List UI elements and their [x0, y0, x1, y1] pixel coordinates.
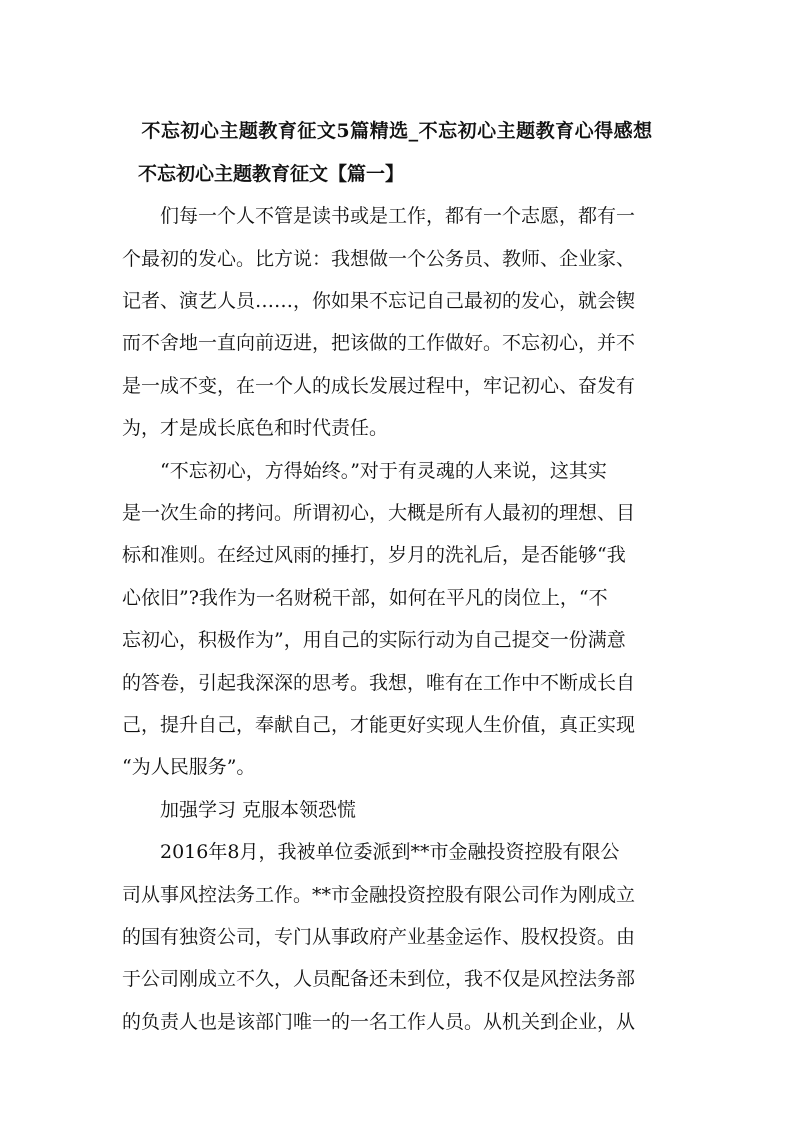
paragraph-line: 的负责人也是该部门唯一的一名工作人员。从机关到企业，从 [122, 1011, 636, 1033]
section-heading: 不忘初心主题教育征文【篇一】 [138, 163, 405, 185]
paragraph-line: 是一次生命的拷问。所谓初心，大概是所有人最初的理想、目 [122, 502, 636, 524]
paragraph-line: 心依旧”?我作为一名财税干部，如何在平凡的岗位上，“不 [122, 587, 608, 609]
paragraph-line: 于公司刚成立不久，人员配备还未到位，我不仅是风控法务部 [122, 968, 636, 990]
document-title: 不忘初心主题教育征文5篇精选_不忘初心主题教育心得感想 [141, 120, 653, 142]
paragraph-line: 为，才是成长底色和时代责任。 [122, 417, 389, 439]
paragraph-line: 而不舍地一直向前迈进，把该做的工作做好。不忘初心，并不 [122, 332, 636, 354]
paragraph-line: “为人民服务”。 [122, 756, 256, 778]
paragraph-line: 们每一个人不管是读书或是工作，都有一个志愿，都有一 [160, 205, 636, 227]
paragraph-line: 忘初心，积极作为”，用自己的实际行动为自己提交一份满意 [122, 629, 626, 651]
paragraph-line: 2016年8月，我被单位委派到**市金融投资控股有限公 [160, 841, 620, 863]
paragraph-line: 个最初的发心。比方说：我想做一个公务员、教师、企业家、 [122, 248, 636, 270]
paragraph-line: 标和准则。在经过风雨的捶打，岁月的洗礼后，是否能够“我 [122, 544, 626, 566]
paragraph-line: 的国有独资公司，专门从事政府产业基金运作、股权投资。由 [122, 926, 636, 948]
paragraph-line: 的答卷，引起我深深的思考。我想，唯有在工作中不断成长自 [122, 672, 636, 694]
paragraph-line: 己，提升自己，奉献自己，才能更好实现人生价值，真正实现 [122, 714, 636, 736]
paragraph-line: 是一成不变，在一个人的成长发展过程中，牢记初心、奋发有 [122, 375, 636, 397]
paragraph-line: “不忘初心，方得始终。”对于有灵魂的人来说，这其实 [160, 460, 607, 482]
paragraph-line: 记者、演艺人员……，你如果不忘记自己最初的发心，就会锲 [122, 290, 636, 312]
paragraph-line: 司从事风控法务工作。**市金融投资控股有限公司作为刚成立 [122, 884, 636, 906]
section-subheading: 加强学习 克服本领恐慌 [160, 799, 357, 821]
